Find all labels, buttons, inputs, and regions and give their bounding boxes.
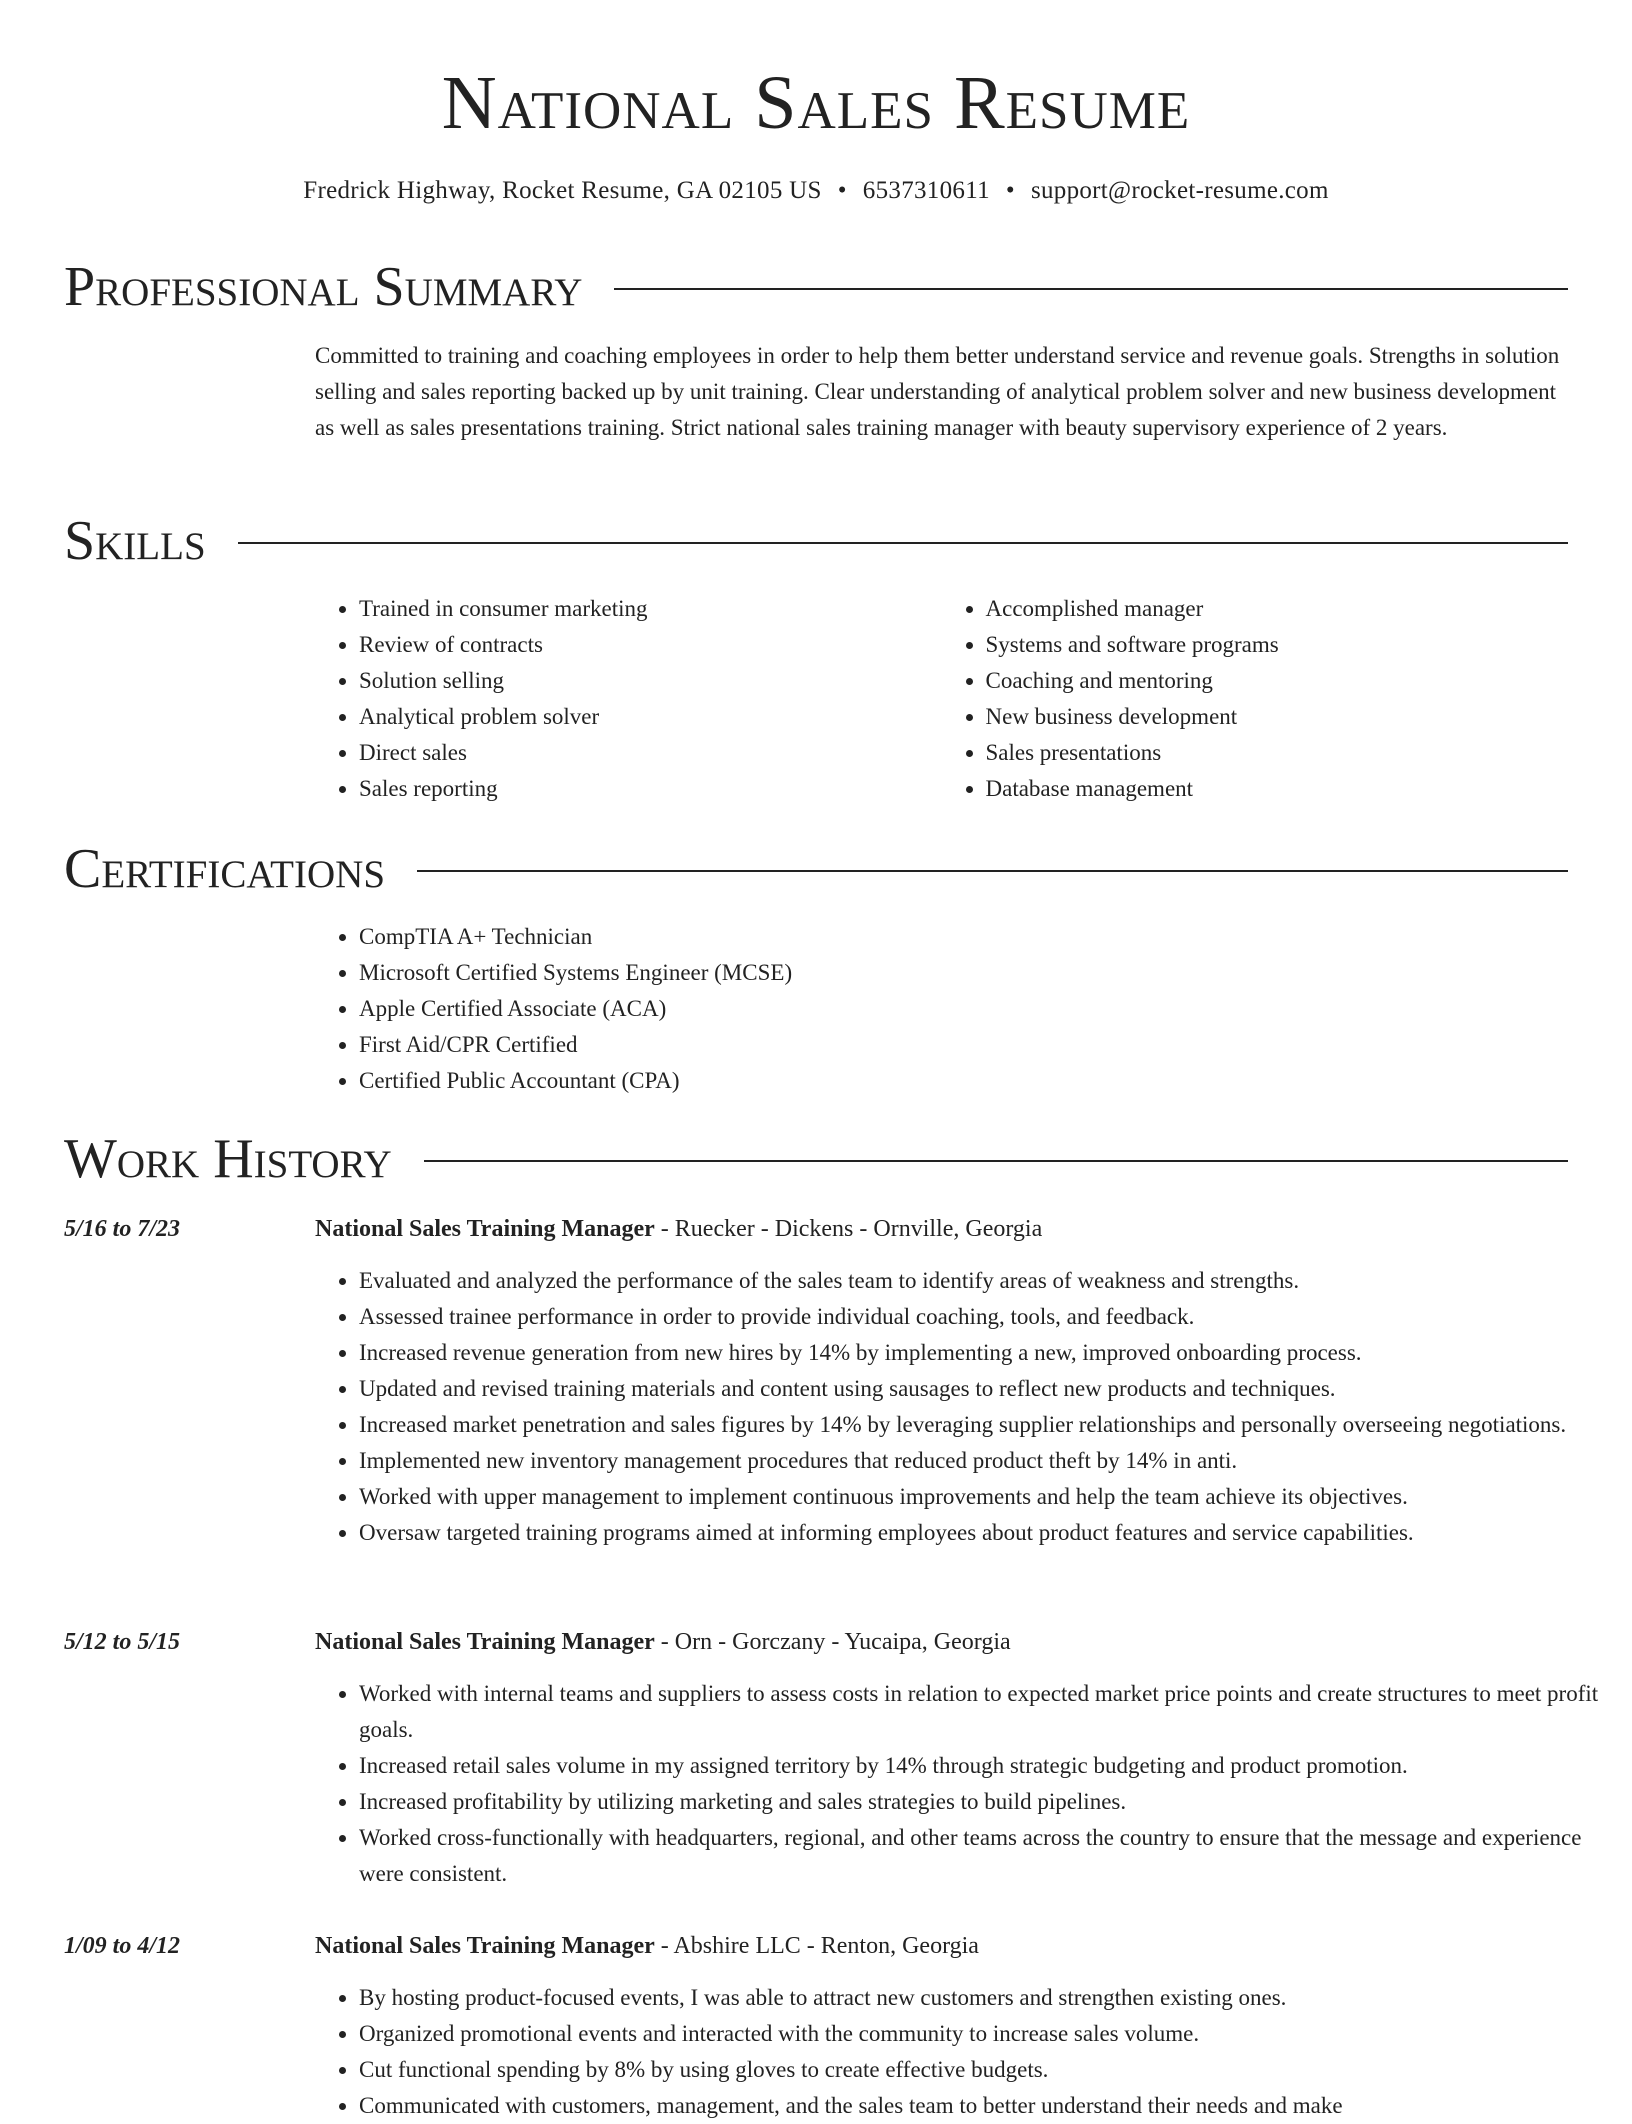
resume-title: National Sales Resume [441, 61, 1191, 145]
section-divider [417, 870, 1568, 872]
skill-item: • Solution selling [359, 663, 942, 699]
skills-list-right [942, 591, 1569, 807]
job-heading [315, 1211, 1042, 1247]
job-role: National Sales Training Manager [315, 1629, 655, 1655]
job-point: • Increased profitability by utilizing marketing and sales strategies to build pipelines. [359, 1784, 1612, 1820]
job-dates: 5/12 to 5/15 [64, 1629, 181, 1655]
job-point: • Assessed trainee performance in order to provide individual coaching, tools, and feedback. [359, 1299, 1612, 1335]
summary-section-header [64, 255, 1568, 319]
summary-heading: Professional Summary [64, 256, 583, 318]
job-point: • Worked with upper management to implement continuous improvements and help the team achieve its objectives. [359, 1479, 1612, 1515]
skills-section-header [64, 509, 1568, 573]
certifications-body [315, 919, 1568, 1099]
job-points [315, 1263, 1612, 1551]
job-point: • Implemented new inventory management procedures that reduced product theft by 14% in anti. [359, 1443, 1612, 1479]
skills-body [315, 591, 1568, 807]
job-point: • Organized promotional events and interacted with the community to increase sales volume. [359, 2016, 1612, 2052]
job-dates: 1/09 to 4/12 [64, 1933, 181, 1959]
section-divider [614, 288, 1568, 290]
skills-grid [315, 591, 1568, 807]
job-point: • Worked with internal teams and suppliers to assess costs in relation to expected market price points and create structures to meet profit goals. [359, 1676, 1612, 1748]
certification-item: • Apple Certified Associate (ACA) [359, 991, 1568, 1027]
section-divider [238, 542, 1568, 544]
job-points [315, 1676, 1612, 1892]
certifications-section-header [64, 837, 1568, 901]
skill-item: • Systems and software programs [986, 627, 1569, 663]
skill-item: • Trained in consumer marketing [359, 591, 942, 627]
job-point: • Communicated with customers, management, and the sales team to better understand their needs and make [359, 2088, 1612, 2124]
separator-dot: • [837, 177, 847, 204]
contact-address: Fredrick Highway, Rocket Resume, GA 02105 US [303, 177, 822, 204]
certification-item: • CompTIA A+ Technician [359, 919, 1568, 955]
job-points [315, 1980, 1612, 2124]
contact-email: support@rocket-resume.com [1030, 177, 1329, 204]
skills-heading: Skills [64, 510, 206, 572]
skill-item: • Sales reporting [359, 771, 942, 807]
skill-item: • Review of contracts [359, 627, 942, 663]
job-details: - Abshire LLC - Renton, Georgia [654, 1933, 979, 1959]
job-details: - Orn - Gorczany - Yucaipa, Georgia [654, 1629, 1011, 1655]
work-heading: Work History [64, 1128, 392, 1190]
certification-item: • Certified Public Accountant (CPA) [359, 1063, 1568, 1099]
job-point: • Worked cross-functionally with headquarters, regional, and other teams across the country to ensure that the message and experience were consistent. [359, 1820, 1612, 1892]
summary-body [315, 338, 1568, 446]
contact-phone: 6537310611 [862, 177, 990, 204]
certifications-list [315, 919, 1568, 1099]
skill-item: • Database management [986, 771, 1569, 807]
skills-list-left [315, 591, 942, 807]
job-dates: 5/16 to 7/23 [64, 1216, 181, 1242]
job-point: • Increased market penetration and sales figures by 14% by leveraging supplier relationships and personally overseeing negotiations. [359, 1407, 1612, 1443]
job-point: • Increased revenue generation from new hires by 14% by implementing a new, improved onboarding process. [359, 1335, 1612, 1371]
job-heading [315, 1624, 1011, 1660]
section-divider [424, 1160, 1568, 1162]
skill-item: • Coaching and mentoring [986, 663, 1569, 699]
certification-item: • First Aid/CPR Certified [359, 1027, 1568, 1063]
certifications-heading: Certifications [64, 838, 386, 900]
job-point: • Increased retail sales volume in my assigned territory by 14% through strategic budgeting and product promotion. [359, 1748, 1612, 1784]
job-role: National Sales Training Manager [315, 1933, 655, 1959]
job-heading [315, 1928, 979, 1964]
job-role: National Sales Training Manager [315, 1216, 655, 1242]
skill-item: • Accomplished manager [986, 591, 1569, 627]
skill-item: • Analytical problem solver [359, 699, 942, 735]
contact-line [64, 174, 1568, 208]
skill-item: • Sales presentations [986, 735, 1569, 771]
job-point: • Updated and revised training materials and content using sausages to reflect new products and techniques. [359, 1371, 1612, 1407]
job-details: - Ruecker - Dickens - Ornville, Georgia [654, 1216, 1043, 1242]
skill-item: • Direct sales [359, 735, 942, 771]
certification-item: • Microsoft Certified Systems Engineer (MCSE) [359, 955, 1568, 991]
work-section-header [64, 1127, 1568, 1191]
job-point: • Cut functional spending by 8% by using gloves to create effective budgets. [359, 2052, 1612, 2088]
job-point: • By hosting product-focused events, I was able to attract new customers and strengthen existing ones. [359, 1980, 1612, 2016]
summary-text: Committed to training and coaching employees in order to help them better understand service and revenue goals. Strengths in solution selling and sales reporting backed up by unit training. Clear understanding of analytical problem solver and new business development as well as sales presentations training. Strict national sales training manager with beauty supervisory experience of 2 years. [315, 343, 1560, 440]
separator-dot: • [1005, 177, 1015, 204]
job-point: • Evaluated and analyzed the performance of the sales team to identify areas of weakness and strengths. [359, 1263, 1612, 1299]
skill-item: • New business development [986, 699, 1569, 735]
job-point: • Oversaw targeted training programs aimed at informing employees about product features and service capabilities. [359, 1515, 1612, 1551]
